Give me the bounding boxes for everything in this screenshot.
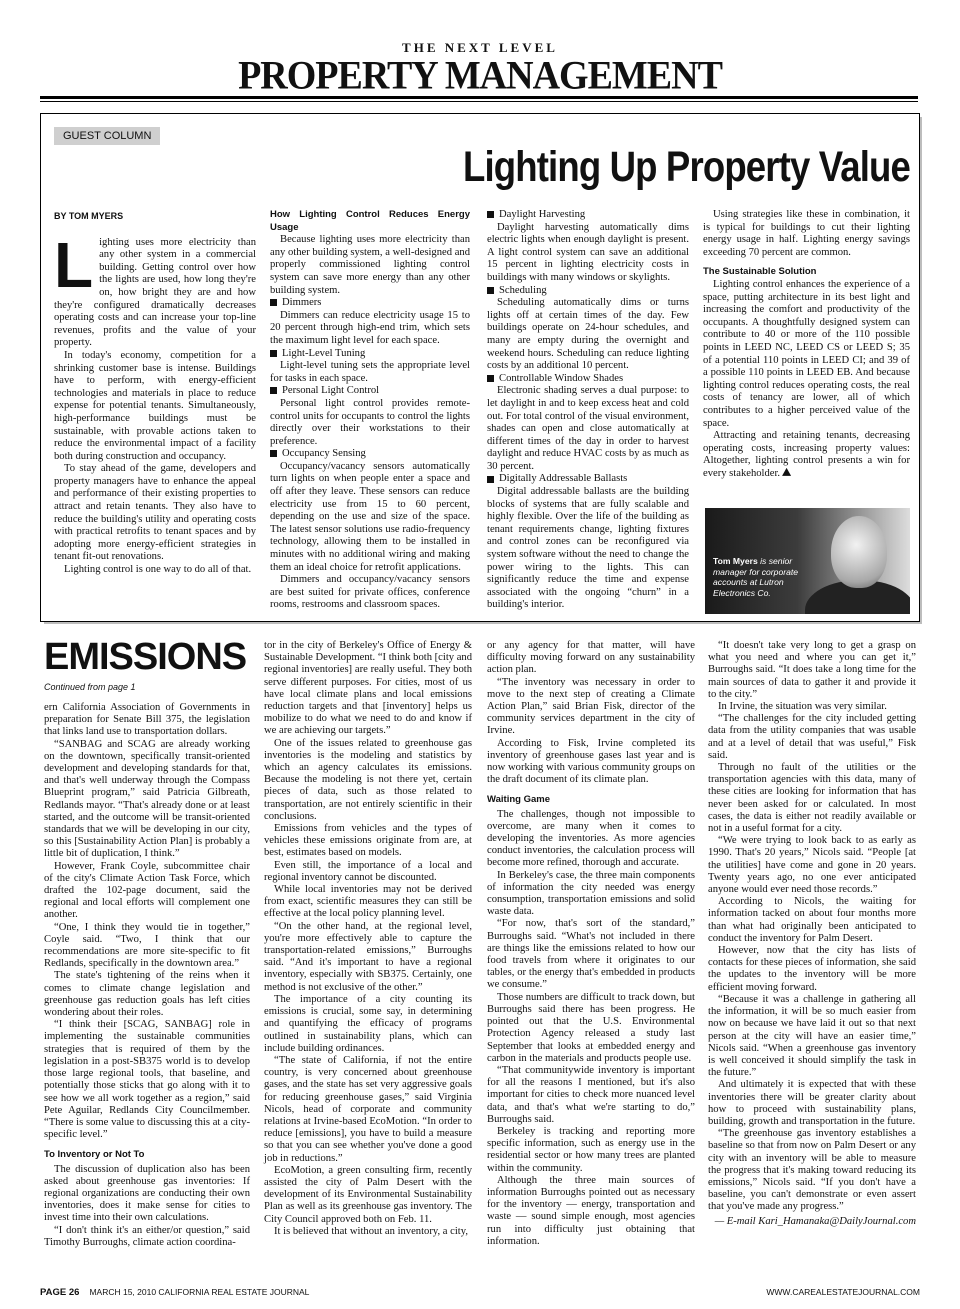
caption-text: is senior manager for corporate accounts at Lutron Electronics Co. [713, 556, 799, 598]
footer-url: WWW.CAREALESTATEJOURNAL.COM [766, 1287, 920, 1297]
paragraph: Using strategies like these in combination, it is typical for buildings to cut their lighting energy usage in half. Lighting energy savings exceeding 70 percent are common. [703, 209, 910, 258]
paragraph-final-text: Attracting and retaining tenants, decreasing operating costs, increasing property values: Altogether, lighting control presents a win for every stakeholder. [703, 430, 910, 479]
paragraph: Lighting control enhances the experience of a space, putting architecture in its best light and increasing the comfort and productivity of the occupants. A thoughtfully designed system can contribute to 40 or more of the 110 possible points in LEED NC, LEED CS or LEED S; 35 of a potential 110 points in LEED CI; and 39 of a possible 110 points in LEED EB. And because lighting control reduces operating costs, the real costs of tenancy are lower, all of which contributes to a higher perceived value of the space. [703, 278, 910, 429]
paragraph: However, now that the city has lists of contacts for these pieces of information, she said the updates to the inventory will be more efficient moving forward. [708, 945, 916, 993]
guest-col-4 [703, 209, 910, 480]
guest-col-2 [270, 209, 470, 612]
bullet-square-icon [270, 387, 277, 394]
paragraph: Digital addressable ballasts are the building blocks of systems that are fully scalable and highly flexible. Over the life of the building as tenant requirements change, lighting fixtures and control zones can be reconfigured via system software without the need to change the power wiring to the lights. This can significantly reduce the time and expense associated with the ongoing “churn” in a building's interior. [487, 486, 689, 611]
bullet-heading-text: Occupancy Sensing [282, 448, 366, 460]
author-photo-face [831, 516, 887, 588]
bullet-heading-text: Personal Light Control [282, 385, 380, 397]
bullet-square-icon [270, 299, 277, 306]
photo-caption [713, 556, 813, 598]
paragraph: “The greenhouse gas inventory establishes a baseline so that from now on Palm Desert or any city with an inventory will be able to measure the progress that it's making toward reducing its emissions,” Nicols said. “If you don't have a baseline, you can't demonstrate or even assert that you've made any progress.” [708, 1128, 916, 1213]
subhead-sustainable-solution: The Sustainable Solution [703, 266, 817, 278]
masthead [0, 40, 960, 99]
bullet-heading [270, 297, 470, 310]
guest-column-label: GUEST COLUMN [54, 127, 160, 145]
paragraph: Daylight harvesting automatically dims electric lights when enough daylight is present. A light control system can save an additional 15 percent in lighting electricity costs in buildings with many windows or skylights. [487, 221, 689, 283]
section-title: PROPERTY MANAGEMENT [238, 53, 722, 99]
bullet-heading-text: Digitally Addressable Ballasts [499, 473, 628, 485]
emissions-col-4 [708, 640, 916, 1228]
paragraph: Electronic shading serves a dual purpose: to let daylight in and to keep excess heat and cold out. For total control of the visual environment, shades can open and close automatically at different times of the day in order to harvest daylight and reduce HVAC costs by as much as 30 percent. [487, 385, 689, 472]
paragraph: According to Fisk, Irvine completed its inventory of greenhouse gases last year and is now working with various community groups on the draft document of its climate plan. [487, 737, 695, 786]
paragraph: Because lighting uses more electricity than any other building system, a well-designed and properly commissioned lighting control system can save more energy than any other building system. [270, 234, 470, 296]
paragraph: In Irvine, the situation was very similar. [718, 701, 887, 713]
page-number: PAGE 26 [40, 1287, 80, 1298]
caption-name: Tom Myers [713, 556, 758, 566]
paragraph: “The state of California, if not the entire country, is very concerned about greenhouse gases, and the state has set very aggressive goals for reducing greenhouse gases,” said Virginia Nicols, head of corporate and community relations at Irvine-based EcoMotion. “In order to reduce [emissions], you have to build a measure so that you can see whether you've done a good job in reductions.” [264, 1054, 472, 1164]
paragraph: One of the issues related to greenhouse gas inventories is the modeling and statistics by which an agency calculates its emissions. Because the modeling is not there yet, certain pieces of data, such as those related to transportation, are not entirely scientific in their conclusions. [264, 737, 472, 822]
paragraph: “It doesn't take very long to get a grasp on what you need and where you can get it,” Burroughs said. “It does take a long time for the main sources of data to gather it and provide it to the city.” [708, 640, 916, 700]
paragraph: “I don't think it's an either/or question,” said Timothy Burroughs, climate action coordina- [44, 1224, 250, 1248]
paragraph: or any agency for that matter, will have difficulty moving forward on any sustainability action plan. [487, 640, 695, 676]
bullet-heading-text: Dimmers [282, 297, 322, 309]
paragraph: In Berkeley's case, the three main components of information the city needed was energy consumption, transportation emissions and solid waste data. [487, 869, 695, 918]
author-email: — E-mail Kari_Hamanaka@DailyJournal.com [714, 1215, 916, 1227]
paragraph: To stay ahead of the game, developers and property managers have to enhance the appeal and performance of their existing properties to attract and retain tenants. They also have to reduce the building's utility and operating costs with practical retrofits to tenant spaces and by adopting more energy-efficient strategies in tenant fit-out renovations. [54, 463, 256, 563]
paragraph: Through no fault of the utilities or the transportation agencies with this data, many of these cities are looking for information that has never been asked for or calculated. In most cases, the data is either not readily available or not in a useful format for a city. [708, 762, 916, 835]
article-headline: Lighting Up Property Value [462, 143, 910, 191]
bullet-heading [270, 348, 470, 361]
guest-col-1 [54, 210, 256, 577]
bullet-square-icon [270, 350, 277, 357]
paragraph: In today's economy, competition for a shrinking customer base is intense. Buildings have to perform, with energy-efficient technologies and materials in place to reduce expense for potential tenants. Simultaneously, high-performance buildings must be sustainable, with provable actions taken to reduce the environmental impact of a facility both during construction and occupancy. [54, 349, 256, 462]
paragraph: “We were trying to look back to as early as 1990. That's 20 years,” Nicols said. “People [at the utilities] have come and gone in 20 years. Twenty years ago, no one ever anticipated anyone would ever need those records.” [708, 835, 916, 896]
subhead: To Inventory or Not To [44, 1149, 145, 1161]
bullet-heading [487, 373, 689, 386]
bullet-square-icon [270, 450, 277, 457]
author-photo [705, 508, 910, 614]
footer-left [40, 1287, 309, 1298]
bullet-heading [487, 209, 689, 222]
paragraph: “That communitywide inventory is important for all the reasons I mentioned, but it's also important for cities to check more nuanced level data, and that's what we're starting to do,” Burroughs said. [487, 1064, 695, 1125]
paragraph: According to Nicols, the waiting for information tacked on about four months more than what had originally been anticipated to conduct the inventory for Palm Desert. [708, 896, 916, 944]
guest-col-3 [487, 209, 689, 612]
paragraph: Berkeley is tracking and reporting more specific information, such as energy use in the residential sector or how many trees are planted within the community. [487, 1125, 695, 1174]
paragraph: Dimmers can reduce electricity usage 15 to 20 percent through high-end trim, which sets the maximum light level for each space. [270, 309, 470, 346]
paragraph: “SANBAG and SCAG are already working on the downtown, specifically transit-oriented development and developing standards for that, and that's well underway through the Compass Blueprint program,” said Patricia Gilbreath, Redlands mayor. “That's already done or at least started, and the outcome will be transit-oriented standards that we will be developing in our city, so this [Sustainability Action Plan] is probably a little bit of duplication, I think.” [44, 738, 250, 860]
bullet-heading [270, 385, 470, 398]
paragraph: EcoMotion, a green consulting firm, recently assisted the city of Palm Desert with the development of its Environmental Sustainability Plan as well as its greenhouse gas inventory. The City Council approved both on Feb. 11. [264, 1164, 472, 1225]
paragraph: Lighting control is one way to do all of that. [64, 564, 252, 576]
subhead: Waiting Game [487, 794, 550, 806]
emissions-col-3 [487, 640, 695, 1248]
masthead-rule [40, 96, 918, 99]
bullet-square-icon [487, 375, 494, 382]
drop-cap: L [54, 228, 94, 301]
bullet-square-icon [487, 287, 494, 294]
paragraph: tor in the city of Berkeley's Office of Energy & Sustainable Development. “I think both [city and regional inventories] are really useful. They both serve different purposes. For cities, most of us have local climate plans and local emissions reduction targets and that [inventory] helps us mobilize to do what we need to do and know if we are achieving our targets.” [264, 640, 473, 737]
masthead-kicker: THE NEXT LEVEL [402, 40, 558, 55]
bullet-square-icon [487, 476, 494, 483]
continued-note: Continued from page 1 [44, 682, 136, 692]
paragraph: Occupancy/vacancy sensors automatically turn lights on when people enter a space and off after they leave. These sensors can reduce electricity use from 15 to 60 percent, depending on the use and size of the space. The latest sensor solutions use radio-frequency technology, allowing them to be installed in minutes with no additional wiring and making them an ideal choice for retrofit applications. [270, 460, 470, 573]
emissions-title: EMISSIONS [44, 636, 247, 678]
bullet-square-icon [487, 211, 494, 218]
paragraph: “Because it was a challenge in gathering all the information, it will be so much easier from now on because we have laid it out so that next person at the city will have an easier time,” Nicols said. “When a greenhouse gas inventory is well conceived it should simplify the task in the future.” [708, 993, 916, 1079]
bullet-heading-text: Scheduling [499, 284, 547, 296]
bullet-heading [270, 448, 470, 461]
paragraph: “I think their [SCAG, SANBAG] role in implementing the sustainable communities strategies that is required of them by the legislation in a post-SB375 world is to develop those large regional tools, that baseline, and potentially those sticks that go along with it to see how we all work together as a region,” said Pete Aguilar, Redlands City Councilmember. “There is some value to discussing this at a city-specific level.” [44, 1019, 250, 1141]
paragraph: Personal light control provides remote-control units for occupants to control the lights directly over their workstations to their preference. [270, 397, 470, 447]
paragraph: “The challenges for the city included getting data from the utility companies that was usable and at a level of detail that was useful,” Fisk said. [708, 713, 916, 761]
end-mark-icon [782, 468, 791, 476]
paragraph: ighting uses more electricity than any other system in a commercial building. Getting control over how the lights are used, how long they're on, how bright they are and how they're configured dramatically decreases operating costs and can increase your top-line revenues, profits and the value of your property. [54, 236, 256, 349]
paragraph: Those numbers are difficult to track down, but Burroughs said there has been progress. He pointed out that the U.S. Environmental Protection Agency released a study last September that looks at embedded energy and carbon in the materials and products people use. [487, 991, 695, 1064]
paragraph-final [703, 430, 910, 480]
paragraph: “One, I think they would tie in together,” Coyle said. “Two, I think that our recommendations are more site-specific to fit Redlands, specifically in the downtown area.” [44, 921, 250, 970]
emissions-col-2 [264, 640, 472, 1238]
paragraph: However, Frank Coyle, subcommittee chair of the city's Climate Action Task Force, which drafted the 102-page document, said the regional and local efforts will complement one another. [44, 860, 250, 921]
byline: BY TOM MYERS [54, 211, 124, 221]
subhead-energy-usage: How Lighting Control Reduces Energy Usage [270, 209, 470, 233]
paragraph: Emissions from vehicles and the types of vehicles these emissions originate from are, at best, estimates based on models. [264, 823, 472, 859]
paragraph: Although the three main sources of information Burroughs pointed out as necessary for the inventory — energy, transportation and waste — sound simple enough, most agencies run into difficulty just obtaining that information. [487, 1174, 695, 1247]
paragraph: It is believed that without an inventory, a city, [274, 1225, 468, 1237]
paragraph: Dimmers and occupancy/vacancy sensors are best suited for private offices, conference rooms, restrooms and classroom spaces. [270, 574, 470, 611]
paragraph: And ultimately it is expected that with these inventories there will be greater clarity about how to proceed with sustainability plans, building, growth and transportation in the future. [708, 1079, 916, 1127]
emissions-col-1 [44, 702, 250, 1249]
bullet-heading [487, 285, 689, 298]
paragraph: The state's tightening of the reins when it comes to climate change legislation and greenhouse gas reduction goals has left cities wondering about their roles. [44, 970, 250, 1019]
bullet-heading-text: Light-Level Tuning [282, 347, 366, 359]
paragraph: Light-level tuning sets the appropriate level for tasks in each space. [270, 360, 470, 384]
paragraph: “The inventory was necessary in order to move to the next step of creating a Climate Action Plan,” said Brian Fisk, director of the community services department in the city of Irvine. [487, 676, 695, 737]
footer-date-publication: MARCH 15, 2010 CALIFORNIA REAL ESTATE JOURNAL [89, 1287, 310, 1297]
paragraph: The discussion of duplication also has been asked about greenhouse gas inventories: If regional organizations are conducting their own inventories, does it make sense for cities to invest time into their own calculations. [44, 1163, 250, 1224]
bullet-heading [487, 473, 689, 486]
masthead-rule-thin [40, 101, 918, 102]
paragraph: While local inventories may not be derived from exact, scientific measures they can still be effective at the local policy planning level. [264, 884, 472, 920]
paragraph: Scheduling automatically dims or turns lights off at certain times of the day. Few buildings operate on 24-hour schedules, and many are empty during the overnight and weekend hours. Scheduling can reduce lighting costs by an additional 10 percent. [487, 297, 689, 372]
paragraph: “On the other hand, at the regional level, you're more effectively able to capture the transportation-related emissions,” Burroughs said. “And it's important to have a regional inventory, especially with SB375. Certainly, one method is not exclusive of the other.” [264, 920, 472, 993]
bullet-heading-text: Controllable Window Shades [499, 372, 624, 384]
paragraph: The challenges, though not impossible to overcome, are many when it comes to developing the inventories. As more agencies conduct inventories, the calculation process will become more refined, thorough and accurate. [487, 808, 695, 869]
paragraph: ern California Association of Governments in preparation for Senate Bill 375, the legislation that links land use to transportation dollars. [44, 702, 250, 738]
paragraph: The importance of a city counting its emissions is crucial, some say, in determining and quantifying the efficacy of programs outlined in sustainability plans, which can include building ordinances. [264, 993, 472, 1054]
paragraph: Even still, the importance of a local and regional inventory cannot be discounted. [264, 859, 472, 883]
bullet-heading-text: Daylight Harvesting [499, 209, 586, 220]
paragraph: “For now, that's sort of the standard,” Burroughs said. “What's not included in there are things like the emissions related to how our food travels from where it originates to our tables, or the energy that's embedded in products we consume.” [487, 918, 695, 991]
